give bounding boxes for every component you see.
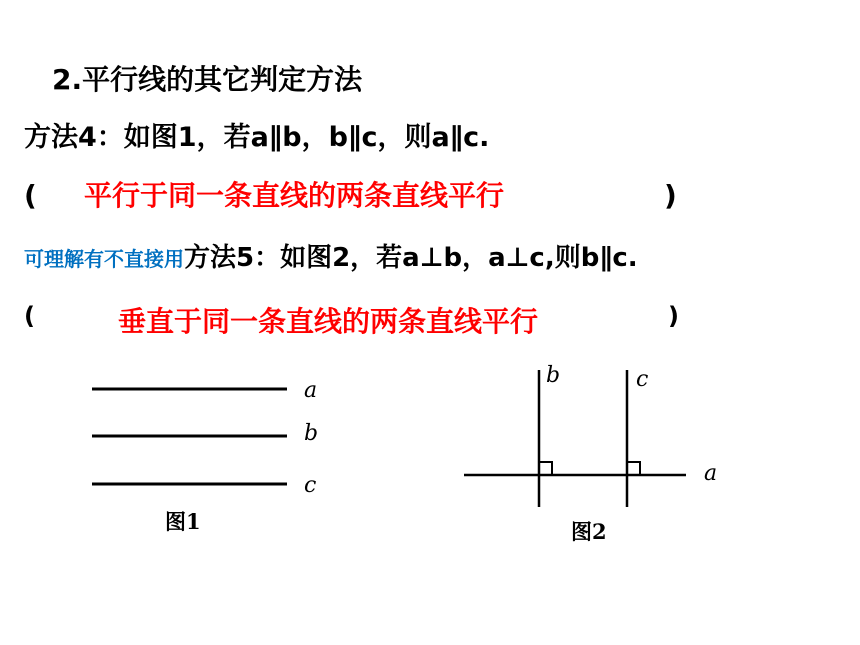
right-angle-mark-b (539, 462, 552, 475)
answer-2: 垂直于同一条直线的两条直线平行 (118, 305, 539, 338)
method-4-statement: 方法4：如图1，若a∥b，b∥c，则a∥c. (24, 122, 490, 153)
method-5-statement: 方法5：如图2，若a⊥b，a⊥c,则b∥c. (184, 243, 638, 273)
label-a: a (704, 461, 718, 486)
paren-open-2: ( (24, 302, 35, 330)
paren-open-1: ( (24, 179, 37, 212)
answer-1: 平行于同一条直线的两条直线平行 (84, 179, 505, 212)
figure-2-caption: 图2 (571, 519, 607, 544)
label-c: c (304, 473, 317, 498)
label-b: b (546, 363, 561, 388)
figure-1 (92, 378, 318, 534)
section-title: 2.平行线的其它判定方法 (52, 63, 363, 96)
paren-close-2: ) (668, 302, 679, 330)
label-c: c (636, 367, 649, 392)
label-b: b (304, 421, 319, 446)
paren-close-1: ) (664, 179, 677, 212)
right-angle-mark-c (627, 462, 640, 475)
method-5-note: 可理解有不直接用 (24, 247, 184, 271)
figure-1-caption: 图1 (165, 509, 201, 534)
figure-2 (464, 363, 717, 544)
label-a: a (304, 378, 318, 403)
